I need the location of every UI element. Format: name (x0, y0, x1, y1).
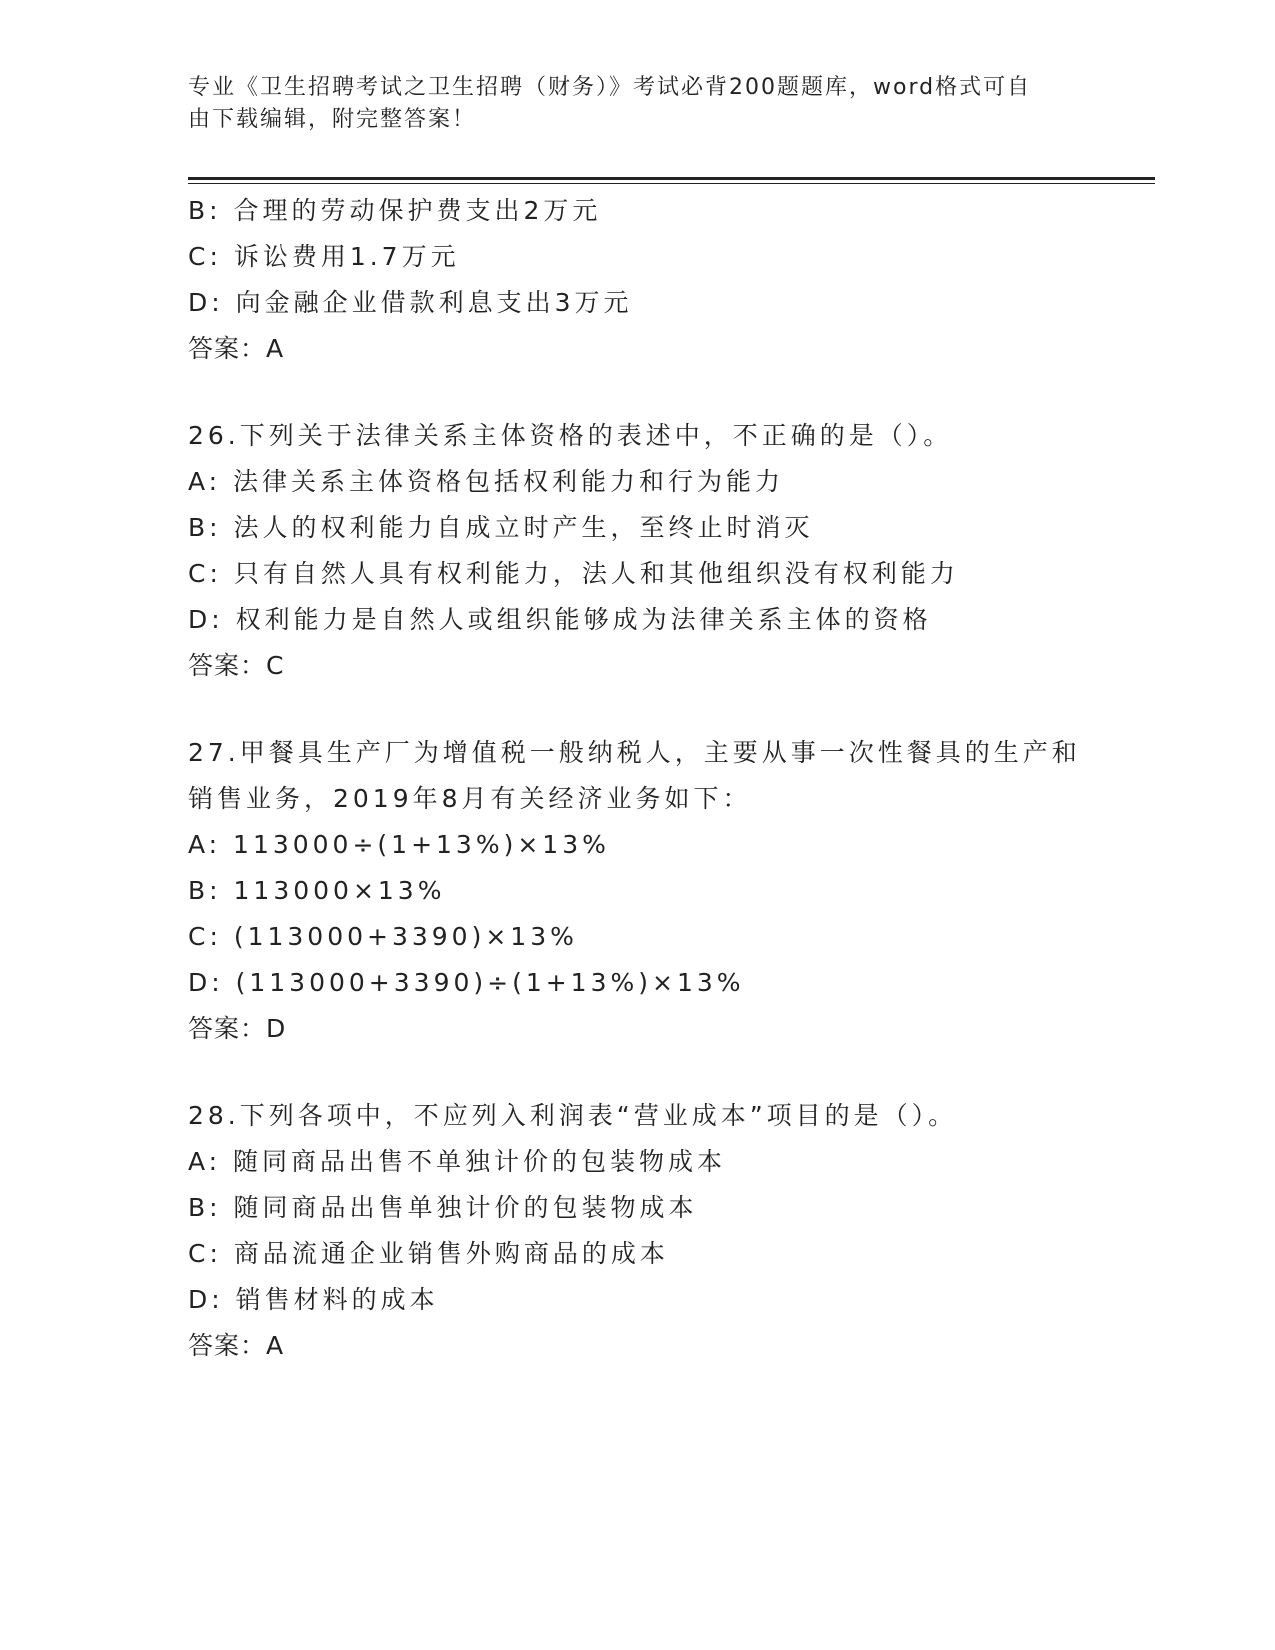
header-line-1: 专业《卫生招聘考试之卫生招聘（财务）》考试必背200题题库，word格式可自 (188, 75, 1032, 100)
option-b: B: 随同商品出售单独计价的包装物成本 (188, 1193, 698, 1222)
option-b: B: 113000×13% (188, 876, 446, 905)
option-a: A: 113000÷(1+13%)×13% (188, 830, 610, 859)
header-rule-thick (188, 177, 1155, 180)
question-stem-continued: 销售业务，2019年8月有关经济业务如下： (188, 784, 752, 813)
answer: 答案：A (188, 1331, 285, 1360)
question-stem: 28.下列各项中，不应列入利润表“营业成本”项目的是（）。 (188, 1101, 958, 1130)
option-d: D: 向金融企业借款利息支出3万元 (188, 288, 633, 317)
question-27 (188, 730, 1148, 1052)
question-28 (188, 1093, 1148, 1369)
option-a: A: 法律关系主体资格包括权利能力和行为能力 (188, 467, 785, 496)
option-c: C: (113000+3390)×13% (188, 922, 578, 951)
question-content (188, 188, 1148, 1369)
document-header (188, 72, 1068, 136)
option-d: D: 权利能力是自然人或组织能够成为法律关系主体的资格 (188, 605, 932, 634)
question-26 (188, 413, 1148, 689)
option-c: C: 商品流通企业销售外购商品的成本 (188, 1239, 669, 1268)
answer: 答案：C (188, 651, 285, 680)
header-rule-thin (188, 183, 1155, 184)
option-c: C: 诉讼费用1.7万元 (188, 242, 460, 271)
question-continued (188, 188, 1148, 372)
option-d: D: 销售材料的成本 (188, 1285, 439, 1314)
option-b: B: 合理的劳动保护费支出2万元 (188, 196, 602, 225)
option-a: A: 随同商品出售不单独计价的包装物成本 (188, 1147, 727, 1176)
option-b: B: 法人的权利能力自成立时产生，至终止时消灭 (188, 513, 814, 542)
option-c: C: 只有自然人具有权利能力，法人和其他组织没有权利能力 (188, 559, 959, 588)
option-d: D: (113000+3390)÷(1+13%)×13% (188, 968, 745, 997)
question-stem: 27.甲餐具生产厂为增值税一般纳税人，主要从事一次性餐具的生产和 (188, 738, 1081, 767)
header-line-2: 由下载编辑，附完整答案！ (188, 107, 477, 132)
question-stem: 26.下列关于法律关系主体资格的表述中，不正确的是（）。 (188, 421, 953, 450)
answer: 答案：D (188, 1014, 287, 1043)
answer: 答案：A (188, 334, 285, 363)
